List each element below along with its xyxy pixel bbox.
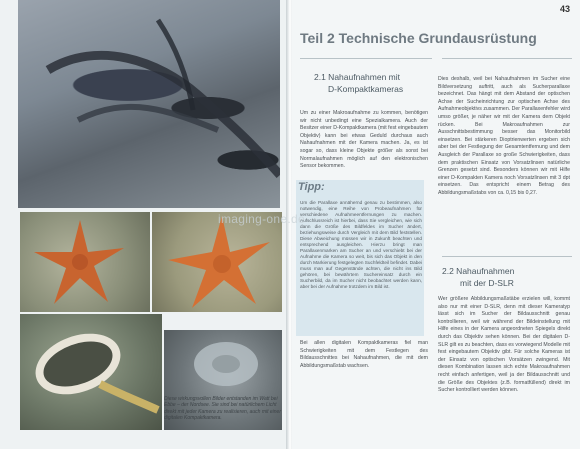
photo-caption-box: [164, 396, 282, 422]
starfish-photo-left: [20, 212, 150, 312]
starfish-icon: [20, 212, 150, 312]
column-rule-right: [442, 58, 572, 59]
section-rule-2-2: [442, 256, 572, 257]
right-column-body: Dies deshalb, weil bei Nahaufnahmen im Sucher eine Bildversetzung auftritt, auch als Sucherparallaxe bezeichnet. Das hängt mit dem Abstand der optischen Achse der Sucheinrichtung zur optischen Achse des Aufnahmeobjektivs zusammen. Der Parallaxenfehler wird umso größer, je näher wir mit der Kamera dem Objekt rücken. Bei Makroaufnahmen zur Ausschnittsbestimmung besser das Monitorbild einsetzen. Bei stärkeren Dioptrienwerten ergeben sich aber bei der Festlegung der Gesamtentfernung und dem Ausgleich der Parallaxe so große Schwierigkeiten, dass dem praktischen Einsatz von Vorsatzlinsen natürliche Grenzen gesetzt sind. Besonders können wir mit Hilfe einer D-Kompakten Kamera noch Vorsatzlinsen mit 3 dpt einsetzen. Das entspricht einem Betrag des Abbildungsmaßstabs von ca. 0,15 bis 0,27.: [438, 76, 570, 196]
photo-caption: Diese wirkungsvollen Bilder entstanden im Watt bei Ebbe – der Nordsee. Sie sind bei natürlichem Licht direkt mit jeder Kamera zu realisieren, auch mit einer digitalen Kompaktkamera.: [164, 396, 281, 422]
chapter-title: Teil 2 Technische Grundausrüstung: [300, 30, 537, 46]
section-2-2-heading-line1: 2.2 Nahaufnahmen: [442, 266, 515, 276]
starfish-photo-right: [152, 212, 282, 312]
mussel-shell-icon: [20, 314, 162, 430]
section-2-1-body: Um zu einer Makroaufnahme zu kommen, benötigen wir nicht unbedingt eine Spezialkamera. Auch der Besitzer einer D-Kompaktkamera (mit fest eingebautem Objektiv) kann bei etwas Geduld durchaus auch Nahaufnahmen mit der Kamera machen. Ja, es ist sogar so, dass kleine Objekte größer als sonst bei Normalaufnahmen möglich auf den elektronischen Sensor bekommen.: [300, 110, 428, 170]
section-2-1-heading-line2: D-Kompaktkameras: [328, 84, 404, 94]
section-2-2-body: Wer größere Abbildungsmaßstäbe erzielen will, kommt also nur mit einer D-SLR, denn mit dieser Kameratyp lässt sich im Sucher der Bildausschnitt genau kontrollieren, weil wir während der Bildeinstellung mit Hilfe eines in der Kamera angeordneten Spiegels direkt durch das Objektiv sehen können. Bei der digitalen D-SLR gilt es zu beachten, dass es vorwiegend Modelle mit fest eingebautem Objektiv gibt. Für solche Kameras ist der Einsatz von optischen Vorsätzen zwingend. Mit diesen Kombination lassen sich echte Makroaufnahmen recht einfach anfertigen, weil ja der Bildausschnitt und die Größe des Objektes (z.B. formatfüllend) direkt im Sucher kontrolliert werden können.: [438, 296, 570, 394]
jellyfish-icon: [164, 330, 282, 396]
section-rule-2-1: [300, 58, 432, 59]
page-number: 43: [559, 4, 570, 14]
kelp-strands-graphic: [18, 0, 280, 208]
watermark: imaging-one.de: [218, 212, 305, 226]
section-2-1-body-after-tip: Bei allen digitalen Kompaktkameras fiel man Schwierigkeiten mit dem Festlegen des Bildausschnittes bei Nahaufnahmen, die mit dem Abbildungsmaßstab wachsen.: [300, 340, 428, 369]
tip-text: Um die Parallaxe annähernd genau zu bestimmen, also notwendig, eine Reihe von Probeaufnahmen für verschiedene Aufnahmeentfernungen zu machen. Aufschlussreich ist hierbei, dass Sie vergleichen, wie sich dann die Größe des Bildfeldes im Sucher ändert, beziehungsweise durch Vergleich mit dem Bild feststellen. Diese Abweichung müssen wir in Zukunft beachten und entsprechend ausgleichen. Hierzu bringt man Parallaxenmarken am Sucher an und verschiebt bei der Aufnahme die Kamera so weit, bis sich das Objekt in den durch Markierung festgelegten Suchfeldteil befindet. Dabei muss man auf Gegenstände achten, die nicht ins Bild gehören, bei bewährtem Suchereinsatz durch ein Sucherbild, da im Sucher nicht beobachtet werden kann, aber bei der Aufnahme trotzdem im Bild ist.: [300, 200, 422, 289]
section-2-2-heading-line2: mit der D-SLR: [460, 278, 514, 288]
mussel-photo: [20, 314, 162, 430]
starfish-icon: [152, 212, 282, 312]
kelp-photo: [18, 0, 280, 208]
section-2-1-heading-line1: 2.1 Nahaufnahmen mit: [314, 72, 400, 82]
tip-title: Tipp:: [298, 181, 325, 193]
